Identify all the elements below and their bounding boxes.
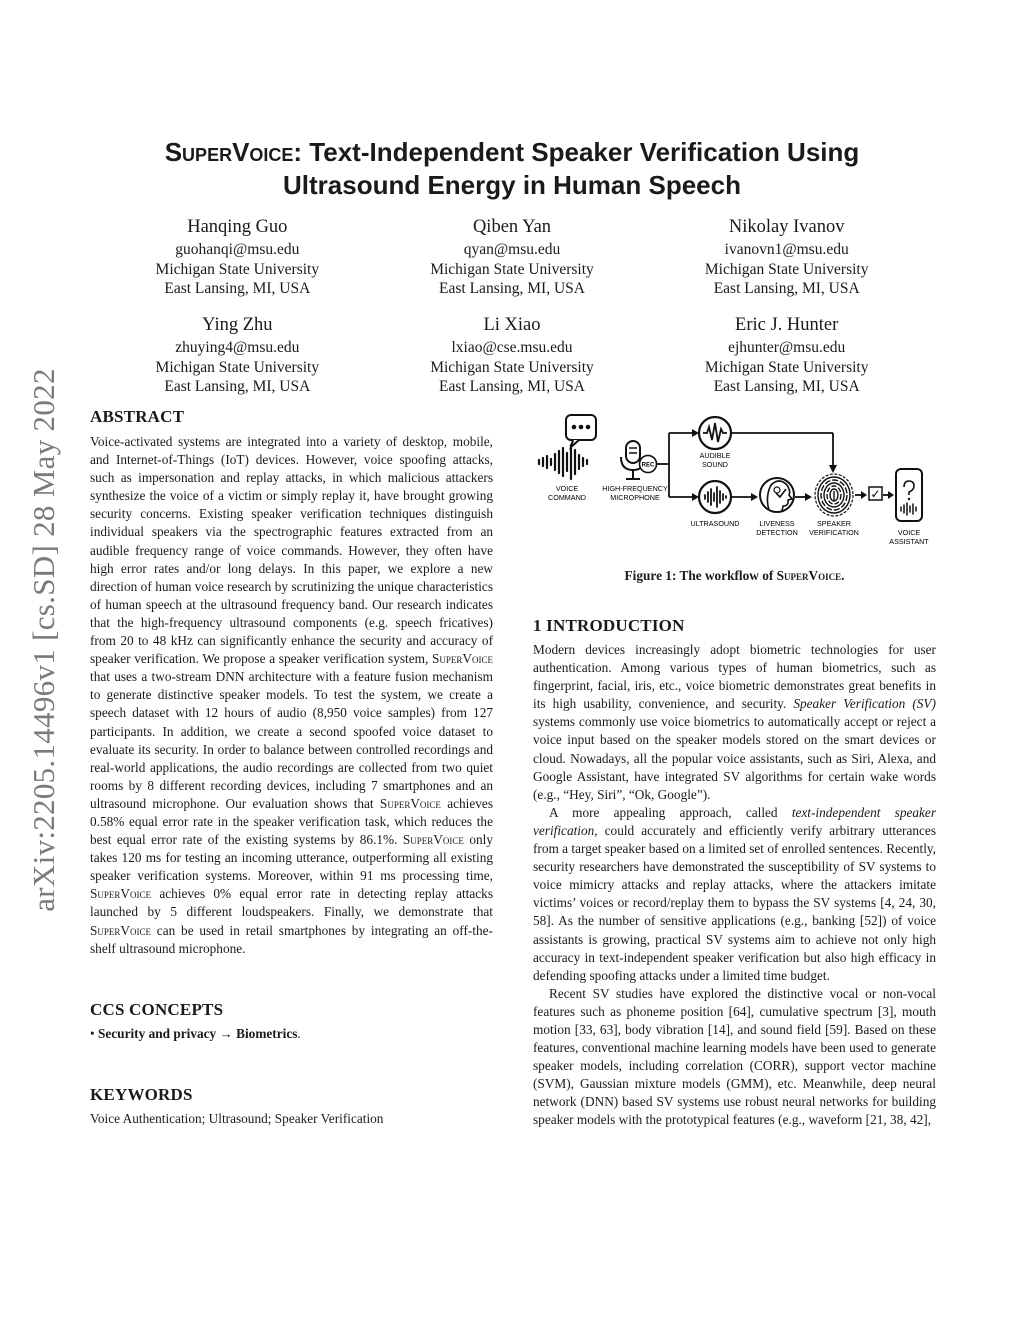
audible-sound-icon <box>699 417 731 449</box>
author-name: Eric J. Hunter <box>735 315 839 335</box>
label-voice-command-1: VOICE <box>555 484 579 493</box>
author-name: Nikolay Ivanov <box>728 217 845 237</box>
author-location: East Lansing, MI, USA <box>164 280 311 297</box>
check-mark: ✓ <box>870 487 881 501</box>
label-audible-2: SOUND <box>702 460 728 469</box>
ccs-heading: CCS CONCEPTS <box>90 999 224 1019</box>
author-affiliation: Michigan State University <box>155 358 320 376</box>
author-location: East Lansing, MI, USA <box>713 378 860 395</box>
liveness-detection-icon <box>760 478 794 512</box>
voice-assistant-phone-icon <box>896 469 922 521</box>
author-location: East Lansing, MI, USA <box>164 378 311 395</box>
intro-paragraph-2: A more appealing approach, called text-independent speaker verification, could accurately and efficiently verify arbitrary utterances from a target speaker based on a limited set of enrolled sentences. Recently, security researchers have demonstrated the susceptibility of SV systems to voice mimicry attacks and replay attacks, where the attackers imitate victims’ voices or record/replay them to bypass the SV systems [4, 24, 30, 58]. As the number of sensitive applications (e.g., banking [52]) of voice assistants is growing, practical SV systems aim to achieve not only high accuracy in text-independent speaker verification but also high efficacy in defending spoofing attacks under a limited time budget. <box>533 804 936 983</box>
label-speaker-2: VERIFICATION <box>809 528 859 537</box>
author-name: Li Xiao <box>483 315 541 335</box>
author-affiliation: Michigan State University <box>155 260 320 278</box>
label-liveness-2: DETECTION <box>756 528 798 537</box>
system-name: SuperVoice <box>379 795 441 811</box>
label-ultrasound: ULTRASOUND <box>690 519 740 528</box>
abstract-text: Voice-activated systems are integrated into a variety of desktop, mobile, and Internet-of-Things (IoT) devices. However, voice spoofing attacks, such as impersonation and replay attacks, in which malicious attackers synthesize the voice of a victim or simply replay it, have brought growing security concerns. Existing speaker verification techniques distinguish individual speakers via the spectrographic features extracted from an audible frequency range of voice commands. However, they often have high error rates and/or long delays. In this paper, we explore a new direction of human voice research by scrutinizing the unique characteristics of human speech at the ultrasound frequency band. Our research indicates that the high-frequency ultrasound components (e.g. speech fricatives) from 20 to 48 kHz can significantly enhance the security and accuracy of speaker verification. We propose a speaker verification system, SuperVoice that uses a two-stream DNN architecture with a feature fusion mechanism to generate distinctive speaker models. To test the system, we create a speech dataset with 12 hours of audio (8,950 voice samples) from 127 participants. In addition, we create a second spoofed voice dataset to evaluate its security. In order to balance between controlled recordings and real-world applications, the audio recordings are collected from two quiet rooms by 8 different recording devices, including 7 smartphones and an ultrasound microphone. Our evaluation shows that SuperVoice achieves 0.58% equal error rate in the speaker verification task, which reduces the best equal error rate of the existing systems by 86.1%. SuperVoice only takes 120 ms for testing an incoming utterance, outperforming all existing speaker verification systems. Moreover, within 91 ms processing time, SuperVoice achieves 0% equal error rate in detecting replay attacks launched by 5 different loudspeakers. Finally, we demonstrate that SuperVoice can be used in retail smartphones by integrating an off-the-shelf ultrasound microphone. <box>90 434 493 956</box>
author-location: East Lansing, MI, USA <box>713 280 860 297</box>
ccs-concepts: • Security and privacy → Biometrics. <box>90 1025 301 1041</box>
left-column <box>90 407 493 1128</box>
author-email: lxiao@cse.msu.edu <box>451 339 573 356</box>
author-email: ejhunter@msu.edu <box>728 339 846 356</box>
arxiv-identifier: arXiv:2205.14496v1 [cs.SD] 28 May 2022 <box>26 368 61 912</box>
keywords-heading: KEYWORDS <box>90 1084 193 1104</box>
author-affiliation: Michigan State University <box>704 358 869 376</box>
author-affiliation: Michigan State University <box>430 358 594 376</box>
voice-waveform-icon <box>539 445 587 479</box>
label-mic-2: MICROPHONE <box>610 493 660 502</box>
label-liveness-1: LIVENESS <box>759 519 795 528</box>
workflow-figure <box>533 407 936 567</box>
author-name: Qiben Yan <box>472 217 552 237</box>
author-block <box>100 313 375 397</box>
label-speaker-1: SPEAKER <box>817 519 851 528</box>
title-line1: : Text-Independent Speaker Verification Using <box>293 137 860 167</box>
introduction-heading: 1 INTRODUCTION <box>533 616 685 635</box>
paper-title <box>90 136 934 202</box>
abstract-heading: ABSTRACT <box>90 407 185 426</box>
figure-caption: Figure 1: The workflow of SuperVoice. <box>624 568 845 583</box>
right-column <box>533 407 936 1130</box>
author-email: qyan@msu.edu <box>463 241 561 258</box>
rec-label: REC <box>641 462 655 469</box>
author-location: East Lansing, MI, USA <box>439 280 585 297</box>
author-email: ivanovn1@msu.edu <box>724 241 849 258</box>
system-name: SuperVoice <box>90 922 152 938</box>
author-block <box>375 313 650 397</box>
author-location: East Lansing, MI, USA <box>439 378 585 395</box>
author-block <box>100 215 375 299</box>
label-voice-command-2: COMMAND <box>548 493 586 502</box>
author-block <box>375 215 650 299</box>
microphone-icon <box>621 441 657 479</box>
author-name: Ying Zhu <box>202 315 273 335</box>
author-block <box>649 215 924 299</box>
title-line2: Ultrasound Energy in Human Speech <box>283 170 741 200</box>
author-email: zhuying4@msu.edu <box>175 339 300 356</box>
author-row-1 <box>100 215 924 299</box>
intro-paragraph-1: Modern devices increasingly adopt biometric technologies for user authentication. Among various types of human biometrics, such as fingerprint, facial, iris, etc., voice biometric demonstrates great benefits in its high usability, convenience, and security. Speaker Verification (SV) systems commonly use voice biometrics to automatically accept or reject a voice input based on the speaker models stored on the smart devices or cloud. Nowadays, all the popular voice assistants, such as Siri, Alexa, and Google Assistant, have integrated SV algorithms for certain wake words (e.g., “Hey, Siri”, “Ok, Google”). <box>533 642 936 802</box>
intro-paragraph-3: Recent SV studies have explored the distinctive vocal or non-vocal features such as phoneme position [64], cumulative spectrum [3], mouth motion [33, 63], body vibration [14], and sound field [59]. Based on these features, conventional machine learning models have been used to generate speaker models, including correlation (CORR), support vector machine (SVM), Gaussian mixture models (GMM), etc. Meanwhile, deep neural network (DNN) based SV systems use robust neural networks for building speaker models with the prototypical features (e.g., waveform [21, 38, 42], <box>533 985 936 1128</box>
author-name: Hanqing Guo <box>187 217 288 237</box>
system-name: SuperVoice <box>431 651 493 667</box>
label-assistant-1: VOICE <box>897 528 921 537</box>
author-affiliation: Michigan State University <box>430 260 594 278</box>
author-affiliation: Michigan State University <box>704 260 869 278</box>
fingerprint-icon <box>815 474 853 516</box>
keywords-text: Voice Authentication; Ultrasound; Speaker Verification <box>90 1110 384 1126</box>
ultrasound-icon <box>699 481 731 513</box>
label-assistant-2: ASSISTANT <box>889 537 929 546</box>
system-name: SuperVoice <box>90 886 152 902</box>
label-mic-1: HIGH-FREQUENCY <box>602 484 668 493</box>
speech-bubble-icon <box>566 415 596 447</box>
author-email: guohanqi@msu.edu <box>175 241 300 258</box>
author-block <box>649 313 924 397</box>
title-system-name: SuperVoice <box>164 137 294 167</box>
system-name: SuperVoice <box>402 832 464 848</box>
author-row-2 <box>100 313 924 397</box>
label-audible-1: AUDIBLE <box>699 451 731 460</box>
workflow-diagram <box>533 407 936 567</box>
